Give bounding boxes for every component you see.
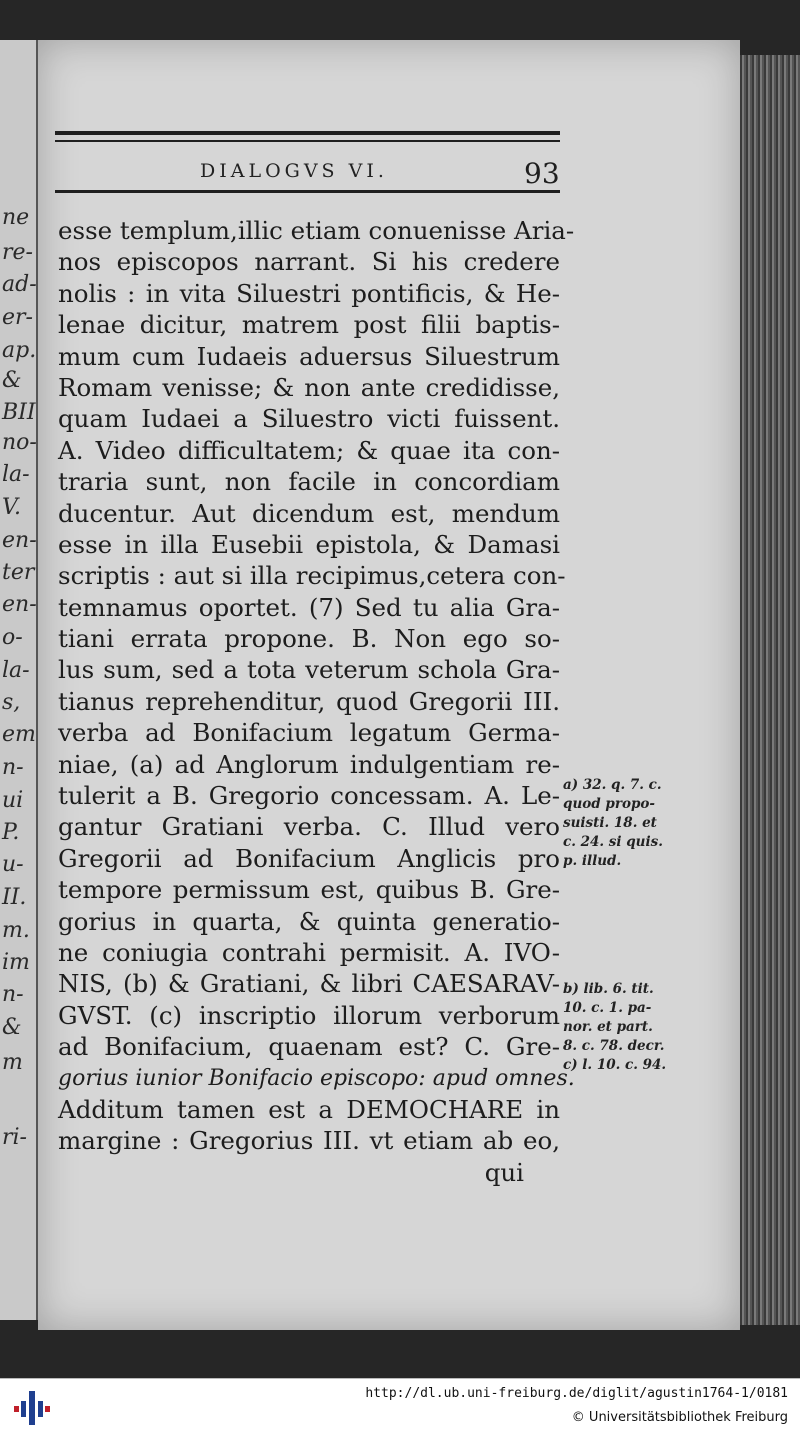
text-line: A. Video difficultatem; & quae ita con- [58, 435, 560, 465]
previous-page-fragment: u- [2, 852, 24, 877]
previous-page-fragment: no- [2, 430, 37, 455]
catchword: qui [484, 1157, 524, 1187]
text-line: lenae dicitur, matrem post filii baptis- [58, 310, 560, 340]
text-line: nos episcopos narrant. Si his credere [58, 247, 560, 277]
side-note-line: c) l. 10. c. 94. [563, 1057, 667, 1073]
page-number: 93 [524, 157, 560, 190]
text-line: tianus reprehenditur, quod Gregorii III. [58, 686, 560, 716]
top-rule-thin [55, 140, 560, 142]
previous-page-fragment: n- [2, 755, 24, 780]
footer-bar [0, 1378, 800, 1435]
previous-page-fragment: ter [2, 560, 35, 585]
side-note-line: nor. et part. [563, 1019, 653, 1035]
text-line: temnamus oportet. (7) Sed tu alia Gra- [58, 592, 560, 622]
previous-page-fragment: V. [2, 495, 22, 520]
text-line: Gregorii ad Bonifacium Anglicis pro [58, 843, 560, 873]
previous-page-fragment: en- [2, 528, 37, 553]
text-line: ne coniugia contrahi permisit. A. IVO- [58, 937, 560, 967]
previous-page-fragment: la- [2, 658, 30, 683]
previous-page-fragment: en- [2, 592, 37, 617]
text-line: Romam venisse; & non ante credidisse, [58, 372, 560, 402]
previous-page-fragment: ri- [2, 1125, 27, 1150]
previous-page-fragment: & [2, 1015, 22, 1040]
text-line: traria sunt, non facile in concordiam [58, 467, 560, 497]
previous-page-fragment: P. [2, 820, 20, 845]
text-line: tiani errata propone. B. Non ego so- [58, 624, 560, 654]
text-line: gorius in quarta, & quinta generatio- [58, 906, 560, 936]
text-line: niae, (a) ad Anglorum indulgentiam re- [58, 749, 560, 779]
text-line: esse in illa Eusebii epistola, & Damasi [58, 529, 560, 559]
text-line: margine : Gregorius III. vt etiam ab eo, [58, 1126, 560, 1156]
previous-page-fragment: er- [2, 305, 33, 330]
header-rule [55, 190, 560, 193]
text-line: verba ad Bonifacium legatum Germa- [58, 718, 560, 748]
text-line: esse templum,illic etiam conuenisse Aria- [58, 216, 575, 245]
previous-page-fragment: ne [2, 205, 30, 230]
body-text [58, 215, 575, 1188]
side-notes [563, 776, 693, 1075]
previous-page-edge [0, 40, 38, 1320]
previous-page-fragment: re- [2, 240, 33, 265]
text-line: NIS, (b) & Gratiani, & libri CAESARAV- [58, 969, 560, 999]
previous-page-fragment: ui [2, 788, 24, 813]
side-note-line: quod propo- [563, 796, 656, 812]
text-line: Additum tamen est a DEMOCHARE in [58, 1094, 560, 1124]
text-line: mum cum Iudaeis aduersus Siluestrum [58, 341, 560, 371]
text-line: tulerit a B. Gregorio concessam. A. Le- [58, 781, 560, 811]
previous-page-fragment: o- [2, 625, 23, 650]
previous-page-fragment: em [2, 722, 36, 747]
previous-page-fragment: m [2, 1050, 23, 1075]
permalink-url[interactable]: http://dl.ub.uni-freiburg.de/diglit/agustin1764-1/0181 [365, 1386, 788, 1401]
side-note-line: suisti. 18. et [563, 815, 657, 831]
previous-page-fragment: ap. [2, 338, 37, 363]
page-block-edge [740, 55, 800, 1325]
running-head: DIALOGVS VI. [200, 160, 388, 182]
previous-page-fragment: s, [2, 690, 21, 715]
text-line: GVST. (c) inscriptio illorum verborum [58, 1000, 560, 1030]
side-note-line: a) 32. q. 7. c. [563, 777, 662, 793]
side-note-line: b) lib. 6. tit. [563, 981, 654, 997]
previous-page-fragment: ad- [2, 272, 37, 297]
text-line: tempore permissum est, quibus B. Gre- [58, 875, 560, 905]
top-rule [55, 131, 560, 135]
previous-page-fragment: II. [2, 885, 27, 910]
text-line: quam Iudaei a Siluestro victi fuissent. [58, 404, 560, 434]
previous-page-fragment: m. [2, 918, 30, 943]
copyright-notice: © Universitätsbibliothek Freiburg [571, 1410, 788, 1425]
previous-page-fragment: & [2, 368, 22, 393]
text-line: gantur Gratiani verba. C. Illud vero [58, 812, 560, 842]
text-line: ad Bonifacium, quaenam est? C. Gre- [58, 1032, 560, 1062]
text-line: ducentur. Aut dicendum est, mendum [58, 498, 560, 528]
text-line: scriptis : aut si illa recipimus,cetera con- [58, 561, 566, 591]
text-line: nolis : in vita Siluestri pontificis, & He- [58, 278, 560, 308]
side-note-line: 8. c. 78. decr. [563, 1038, 665, 1054]
side-note-line: 10. c. 1. pa- [563, 1000, 652, 1016]
ub-freiburg-logo-icon [12, 1389, 52, 1427]
previous-page-fragment: BII [2, 400, 36, 425]
text-line: lus sum, sed a tota veterum schola Gra- [58, 655, 560, 685]
previous-page-fragment: im [2, 950, 30, 975]
text-line: gorius iunior Bonifacio episcopo: apud omnes. [58, 1065, 575, 1091]
side-note-line: p. illud. [563, 853, 622, 869]
previous-page-fragment: la- [2, 462, 30, 487]
previous-page-fragment: n- [2, 982, 24, 1007]
side-note-line: c. 24. si quis. [563, 834, 663, 850]
